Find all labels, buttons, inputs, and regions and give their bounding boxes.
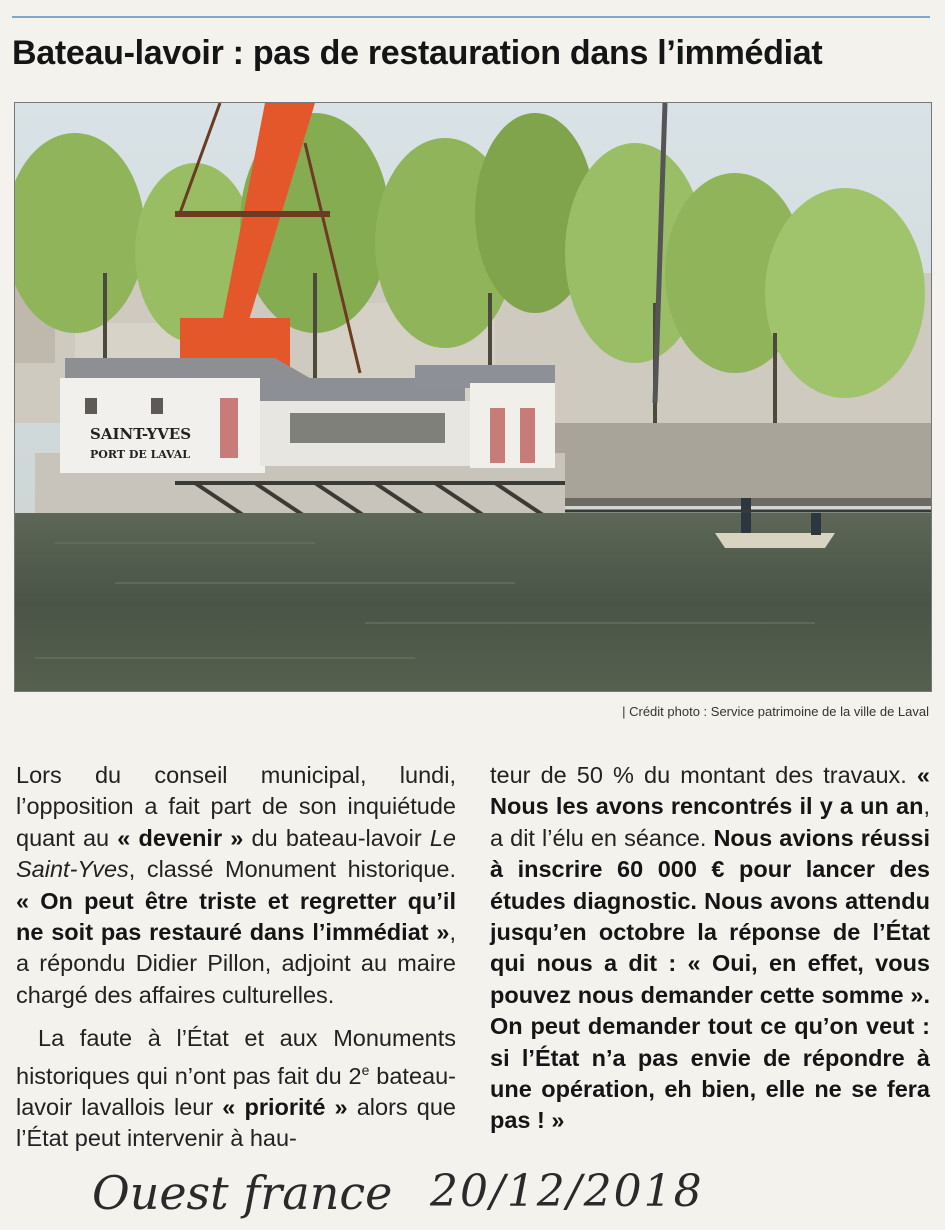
text-run: teur de 50 % du montant des travaux. — [490, 762, 917, 788]
paragraph-2 — [16, 1023, 456, 1154]
photo-illustration — [15, 103, 931, 691]
article-column-1 — [16, 760, 456, 1155]
boat-sign-port: PORT DE LAVAL — [90, 448, 190, 461]
superscript: e — [361, 1061, 370, 1078]
text-run: La faute à l’État et aux Monuments historiques qui n’ont pas fait du 2 — [16, 1025, 456, 1089]
top-rule — [12, 16, 930, 18]
text-run: , classé Monument historique. — [128, 856, 456, 883]
text-run: bateau-lavoir lavallois leur — [16, 1062, 456, 1120]
paragraph-3 — [490, 760, 930, 1137]
paragraph-1 — [16, 760, 456, 1011]
quote-devenir: « devenir » — [117, 824, 244, 851]
photo-credit: | Crédit photo : Service patrimoine de la ville de Laval — [622, 704, 929, 719]
text-run: , a répondu Didier Pillon, adjoint au maire chargé des affaires culturelles. — [16, 919, 456, 1008]
quote-priorite: « priorité » — [222, 1093, 348, 1120]
quote-triste: « On peut être triste et regretter qu’il ne soit pas restauré dans l’immédiat » — [16, 887, 456, 946]
text-run: du bateau-lavoir — [243, 824, 430, 851]
article-photo — [14, 102, 932, 692]
quote-etat: Nous avions réussi à inscrire 60 000 € pour lancer des études diagnostic. Nous avons attendu jusqu’en octobre la réponse de l’État qui nous a dit : « Oui, en effet, vous pouvez nous demander cette somme ». On peut demander tout ce qu’on veut : si l’État n’a pas envie de répondre à une opération, eh bien, elle ne se fera pas ! » — [490, 824, 930, 1134]
quote-rencontres: « Nous les avons rencontrés il y a un an — [490, 762, 930, 820]
text-run: , a dit l’élu en séance. — [490, 793, 930, 851]
boat-name: Le Saint-Yves — [16, 824, 456, 883]
text-run: Lors du conseil municipal, lundi, l’opposition a fait part de son inquiétude quant au — [16, 762, 456, 851]
handwritten-newspaper-name: Ouest france — [92, 1166, 393, 1220]
article-column-2 — [490, 760, 930, 1137]
article-headline: Bateau-lavoir : pas de restauration dans l’immédiat — [12, 34, 823, 72]
text-run: alors que l’État peut intervenir à hau- — [16, 1093, 457, 1152]
boat-sign-name: SAINT-YVES — [90, 425, 192, 443]
handwritten-date: 20/12/2018 — [430, 1166, 704, 1217]
